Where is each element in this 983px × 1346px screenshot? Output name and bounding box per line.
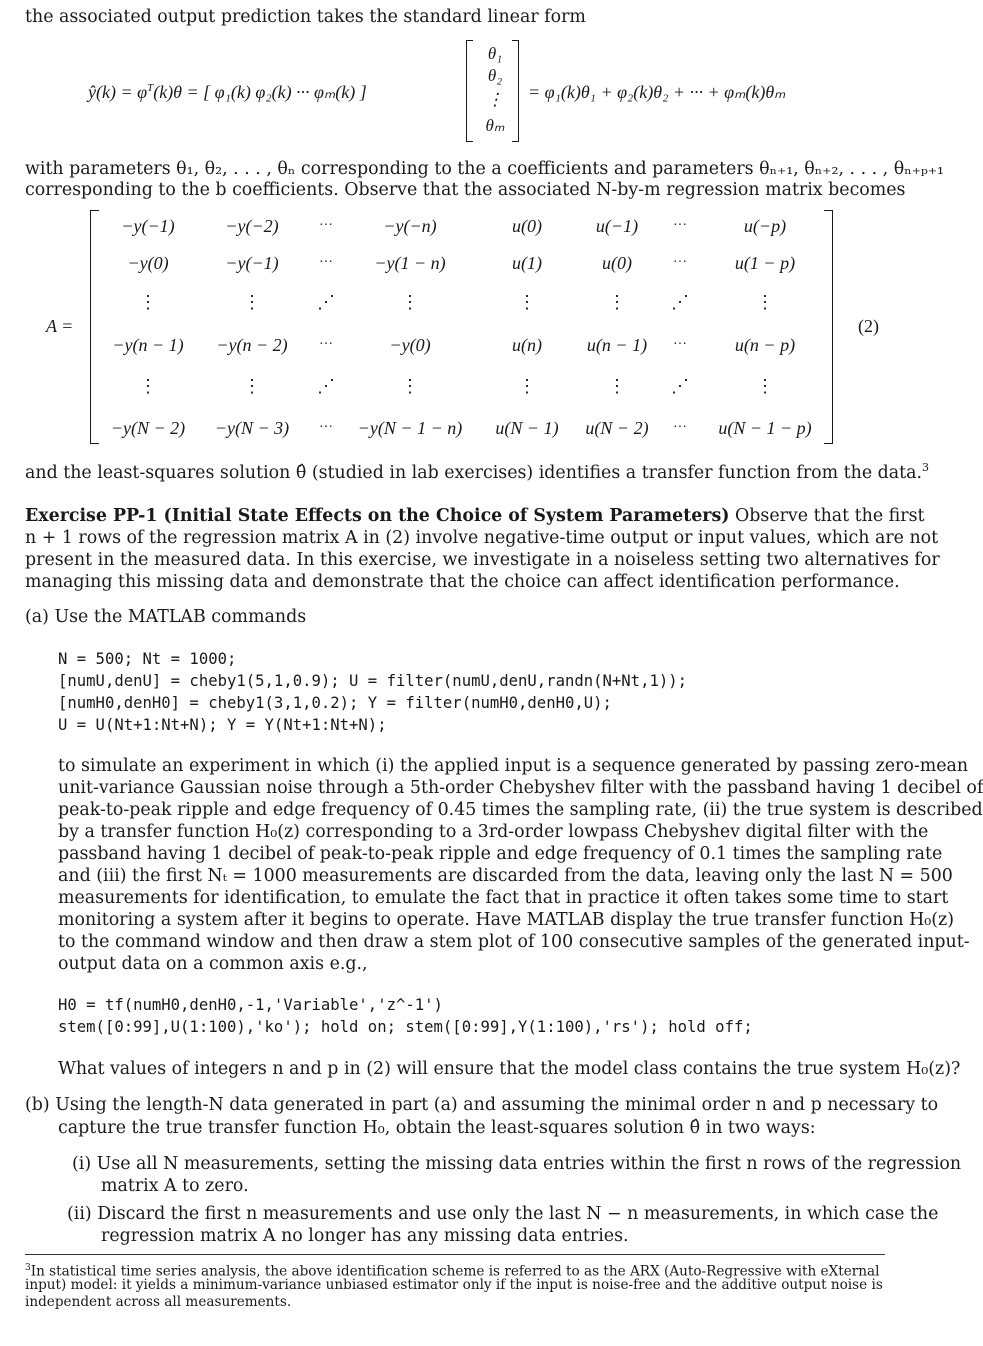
matrix-cell: ⋮ <box>518 292 536 312</box>
part-b-item-i-line-1: (i) Use all N measurements, setting the missing data entries within the first n rows of the regression <box>72 1154 962 1174</box>
matrix-cell: ··· <box>319 255 333 270</box>
para-params-line-1: with parameters θ₁, θ₂, . . . , θₙ corresponding to the a coefficients and parameters θₙ₊₁, θₙ₊₂, . . . , θₙ₊ₚ₊₁ <box>25 159 945 179</box>
matrix-cell: −y(1 − n) <box>374 253 446 273</box>
matrix-cell: u(0) <box>602 253 632 273</box>
matrix-cell: u(N − 1 − p) <box>718 418 812 438</box>
footnote-line-2: input) model: it yields a minimum-variance unbiased estimator only if the input is noise-free and the additive output noise is <box>25 1277 883 1293</box>
exercise-line-4: managing this missing data and demonstrate that the choice can affect identification performance. <box>25 572 900 592</box>
matrix-cell: −y(0) <box>127 253 169 273</box>
intro-line: the associated output prediction takes the standard linear form <box>25 7 586 27</box>
part-b-item-i-line-2: matrix A to zero. <box>101 1176 249 1196</box>
code1-line: U = U(Nt+1:Nt+N); Y = Y(Nt+1:Nt+N); <box>58 716 387 734</box>
matrix-cell: −y(−2) <box>225 216 279 236</box>
matrix-cell: ··· <box>673 255 687 270</box>
matrix-cell: −y(n − 2) <box>216 335 288 355</box>
matrix-cell: u(0) <box>512 216 542 236</box>
matrix-cell: ⋮ <box>401 292 419 312</box>
part-b-item-ii-line-1: (ii) Discard the first n measurements and use only the last N − n measurements, in which case the <box>67 1204 939 1224</box>
desc-line: to simulate an experiment in which (i) the applied input is a sequence generated by passing zero-mean <box>58 756 969 776</box>
code1-line: [numU,denU] = cheby1(5,1,0.9); U = filter(numU,denU,randn(N+Nt,1)); <box>58 672 688 690</box>
matrix-cell: ⋮ <box>243 376 261 396</box>
matrix-cell: ⋮ <box>756 376 774 396</box>
eq1-lhs: ŷ(k) = $\varphi^T(k)\theta$ = [ φ₁(k) φ₂(k) ··· φₘ(k) ] <box>88 82 367 102</box>
matrix-cell: −y(N − 2) <box>110 418 186 438</box>
matrix-cell: −y(n − 1) <box>112 335 184 355</box>
matrix-cell: −y(−1) <box>225 253 279 273</box>
desc-line: to the command window and then draw a stem plot of 100 consecutive samples of the generated input- <box>58 932 970 952</box>
matrix-cell: u(n − 1) <box>586 335 648 355</box>
matrix-cell: ⋮ <box>139 292 157 312</box>
matrix-label: A = <box>46 316 74 336</box>
matrix-cell: ··· <box>319 337 333 352</box>
para-params-line-2: corresponding to the b coefficients. Observe that the associated N-by-m regression matrix becomes <box>25 180 906 200</box>
code2-line: stem([0:99],U(1:100),'ko'); hold on; stem([0:99],Y(1:100),'rs'); hold off; <box>58 1018 753 1036</box>
matrix-bracket-left <box>90 210 99 444</box>
matrix-cell: −y(−n) <box>383 216 437 236</box>
matrix-cell: ⋰ <box>671 292 689 312</box>
theta-1: θ₁ <box>487 44 503 63</box>
matrix-cell: ⋮ <box>401 376 419 396</box>
matrix-cell: ··· <box>673 337 687 352</box>
vector-bracket-right <box>512 40 519 142</box>
matrix-cell: ⋮ <box>139 376 157 396</box>
desc-line: passband having 1 decibel of peak-to-peak ripple and edge frequency of 0.1 times the sampling rate <box>58 844 943 864</box>
footnote-ref: 3 <box>922 461 930 474</box>
matrix-cell: u(n − p) <box>734 335 796 355</box>
desc-line: monitoring a system after it begins to operate. Have MATLAB display the true transfer function H₀(z) <box>58 910 954 930</box>
matrix-cell: −y(0) <box>389 335 431 355</box>
part-a-label: (a) Use the MATLAB commands <box>25 607 307 627</box>
footnote-line-1: $^3$In statistical time series analysis, the above identification scheme is referred to as the ARX (Auto-Regressive with eXternal <box>25 1263 880 1280</box>
matrix-cell: ⋰ <box>671 376 689 396</box>
matrix-cell: u(−1) <box>595 216 639 236</box>
theta-m: θₘ <box>485 116 505 135</box>
matrix-cell: ⋰ <box>317 292 335 312</box>
code2-line: H0 = tf(numH0,denH0,-1,'Variable','z^-1') <box>58 996 443 1014</box>
matrix-cell: ⋮ <box>608 292 626 312</box>
footnote-line-3: independent across all measurements. <box>25 1294 292 1310</box>
matrix-cell: u(N − 2) <box>585 418 649 438</box>
matrix-cell: ··· <box>673 420 687 435</box>
exercise-line-2: n + 1 rows of the regression matrix A in (2) involve negative-time output or input values, which are not <box>25 528 939 548</box>
desc-line: output data on a common axis e.g., <box>58 954 368 974</box>
matrix-cell: u(1) <box>512 253 542 273</box>
part-b-line-2: capture the true transfer function H₀, obtain the least-squares solution θ̂ in two ways: <box>58 1118 816 1138</box>
desc-line: and (iii) the first Nₜ = 1000 measurements are discarded from the data, leaving only the last N = 500 <box>58 866 953 886</box>
matrix-cell: ⋮ <box>243 292 261 312</box>
theta-2: θ₂ <box>487 66 503 85</box>
matrix-cell: u(−p) <box>743 216 787 236</box>
theta-vdots: ⋮ <box>486 90 504 109</box>
desc-line: by a transfer function H₀(z) corresponding to a 3rd-order lowpass Chebyshev digital filter with the <box>58 822 929 842</box>
part-b-item-ii-line-2: regression matrix A no longer has any missing data entries. <box>101 1226 629 1246</box>
matrix-cell: ⋰ <box>317 376 335 396</box>
matrix-cell: u(N − 1) <box>495 418 559 438</box>
footnote-rule <box>25 1254 885 1255</box>
equation-number: (2) <box>858 316 879 336</box>
desc-line: unit-variance Gaussian noise through a 5th-order Chebyshev filter with the passband having 1 decibel of <box>58 778 983 798</box>
exercise-title: Exercise PP-1 (Initial State Effects on the Choice of System Parameters) <box>25 506 730 526</box>
matrix-bracket-right <box>824 210 833 444</box>
matrix-cell: u(n) <box>512 335 542 355</box>
matrix-cell: u(1 − p) <box>734 253 796 273</box>
matrix-cell: ··· <box>319 420 333 435</box>
vector-bracket-left <box>466 40 473 142</box>
matrix-cell: ⋮ <box>518 376 536 396</box>
desc-line: measurements for identification, to emulate the fact that in practice it often takes some time to start <box>58 888 949 908</box>
matrix-cell: −y(−1) <box>121 216 175 236</box>
code1-line: N = 500; Nt = 1000; <box>58 650 237 668</box>
matrix-cell: ⋮ <box>756 292 774 312</box>
matrix-cell: −y(N − 3) <box>214 418 290 438</box>
part-a-question: What values of integers n and p in (2) will ensure that the model class contains the true system H₀(z)? <box>58 1059 961 1079</box>
matrix-cell: ⋮ <box>608 376 626 396</box>
code1-line: [numH0,denH0] = cheby1(3,1,0.2); Y = filter(numH0,denH0,U); <box>58 694 612 712</box>
desc-line: peak-to-peak ripple and edge frequency of 0.45 times the sampling rate, (ii) the true system is described <box>58 800 983 820</box>
para-least-squares: and the least-squares solution θ̂ (studied in lab exercises) identifies a transfer function from the data.$^3$ <box>25 461 930 483</box>
matrix-cell: ··· <box>673 218 687 233</box>
part-b-line-1: (b) Using the length-N data generated in part (a) and assuming the minimal order n and p necessary to <box>25 1095 939 1115</box>
exercise-line-1: Exercise PP-1 (Initial State Effects on the Choice of System Parameters) Observe that the first <box>25 506 925 526</box>
eq1-rhs: = φ₁(k)θ₁ + φ₂(k)θ₂ + ··· + φₘ(k)θₘ <box>528 82 786 102</box>
matrix-cell: −y(N − 1 − n) <box>357 418 463 438</box>
matrix-cell: ··· <box>319 218 333 233</box>
exercise-line-3: present in the measured data. In this exercise, we investigate in a noiseless setting two alternatives for <box>25 550 940 570</box>
